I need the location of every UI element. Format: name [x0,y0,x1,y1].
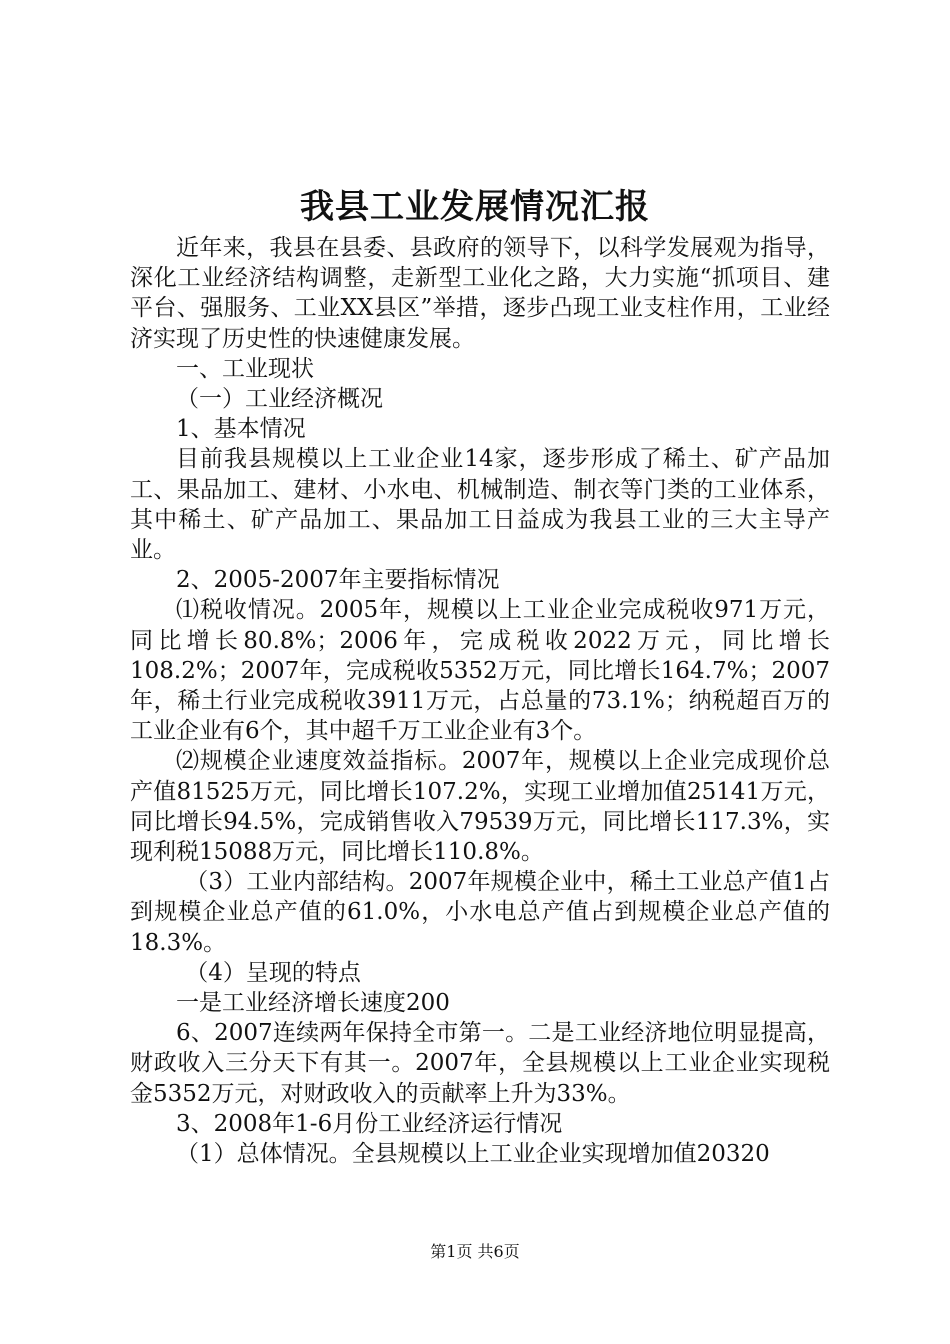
paragraph-tax: ⑴税收情况。2005年，规模以上工业企业完成税收971万元，同比增长80.8%；2006年，完成税收2022万元，同比增长108.2%；2007年，完成税收5352万元，同比增长164.7%；2007年，稀土行业完成税收3911万元，占总量的73.1%；纳税超百万的工业企业有6个，其中超千万工业企业有3个。 [130,597,830,745]
document-title: 我县工业发展情况汇报 [300,187,650,227]
paragraph-overall: （1）总体情况。全县规模以上工业企业实现增加值20320 [176,1141,770,1168]
heading-basic-situation: 1、基本情况 [176,416,306,443]
heading-characteristics: （4）呈现的特点 [185,959,361,986]
paragraph-efficiency: ⑵规模企业速度效益指标。2007年，规模以上企业完成现价总产值81525万元，同比增长107.2%，实现工业增加值25141万元，同比增长94.5%，完成销售收入79539万元，同比增长117.3%，实现利税15088万元，同比增长110.8%。 [130,748,830,866]
heading-main-indicators: 2、2005-2007年主要指标情况 [176,567,500,594]
paragraph-intro: 近年来，我县在县委、县政府的领导下，以科学发展观为指导，深化工业经济结构调整，走新型工业化之路，大力实施“抓项目、建平台、强服务、工业XX县区”举措，逐步凸现工业支柱作用，工业经济实现了历史性的快速健康发展。 [130,235,830,352]
heading-industry-status: 一、工业现状 [176,355,314,382]
heading-2008-operation: 3、2008年1-6月份工业经济运行情况 [176,1110,563,1137]
paragraph-growth-speed: 一是工业经济增长速度200 [176,990,450,1017]
document-body [130,233,830,1169]
page-number-footer: 第1页 共6页 [430,1242,520,1261]
paragraph-structure: （3）工业内部结构。2007年规模企业中，稀土工业总产值1占到规模企业总产值的61.0%，小水电总产值占到规模企业总产值的18.3%。 [130,869,830,956]
paragraph-growth-continued: 6、2007连续两年保持全市第一。二是工业经济地位明显提高，财政收入三分天下有其一。2007年，全县规模以上工业企业实现税金5352万元，对财政收入的贡献率上升为33%。 [130,1020,830,1107]
heading-economic-overview: （一）工业经济概况 [176,386,383,413]
paragraph-basic-situation: 目前我县规模以上工业企业14家，逐步形成了稀土、矿产品加工、果品加工、建材、小水电、机械制造、制衣等门类的工业体系，其中稀土、矿产品加工、果品加工日益成为我县工业的三大主导产业。 [130,446,830,564]
